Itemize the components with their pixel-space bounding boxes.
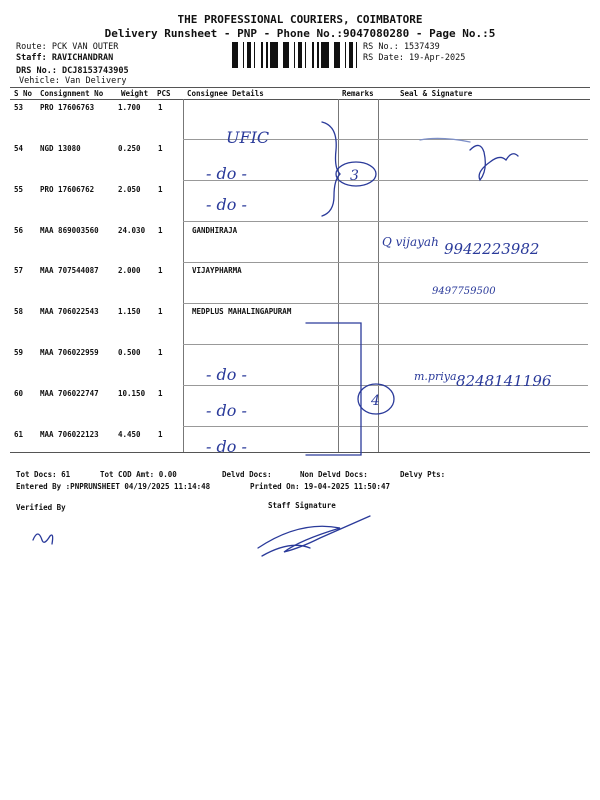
bracket-mark — [306, 323, 361, 455]
cell-consignment: NGD 13080 — [40, 144, 81, 153]
cell-sno: 55 — [14, 185, 24, 194]
col-header-remarks: Remarks — [342, 89, 374, 98]
vehicle-label: Vehicle: Van Delivery — [19, 76, 127, 86]
handwritten-ditto: - do - — [206, 365, 247, 384]
document-subtitle: Delivery Runsheet - PNP - Phone No.:9047080280 - Page No.:5 — [104, 27, 496, 40]
cell-pcs: 1 — [158, 103, 163, 112]
cell-consignment: PRO 17606762 — [40, 185, 95, 194]
handwritten-signature: m.priya — [414, 370, 457, 383]
cell-pcs: 1 — [158, 226, 163, 235]
cell-weight: 2.000 — [118, 266, 141, 275]
rs-date: RS Date: 19-Apr-2025 — [363, 53, 466, 63]
handwritten-ditto: - do - — [206, 195, 247, 214]
document-title: THE PROFESSIONAL COURIERS, COIMBATORE — [177, 13, 423, 26]
cell-sno: 54 — [14, 144, 24, 153]
cell-sno: 61 — [14, 430, 24, 439]
cell-consignment: PRO 17606763 — [40, 103, 95, 112]
col-header-consignee: Consignee Details — [187, 89, 264, 98]
total-cod-amount: Tot COD Amt: 0.00 — [100, 470, 177, 479]
cell-weight: 4.450 — [118, 430, 141, 439]
cell-weight: 1.150 — [118, 307, 141, 316]
staff-label: Staff: RAVICHANDRAN — [16, 53, 114, 63]
cell-consignment: MAA 707544087 — [40, 266, 99, 275]
handwritten-count: 4 — [371, 393, 380, 409]
printed-on: Printed On: 19-04-2025 11:50:47 — [250, 482, 390, 491]
staff-signature-label: Staff Signature — [268, 501, 336, 510]
signature-mark — [470, 145, 518, 180]
non-delivered-docs: Non Delvd Docs: — [300, 470, 368, 479]
signature-mark — [33, 534, 53, 544]
cell-consignee: GANDHIRAJA — [192, 226, 238, 235]
route-label: Route: PCK VAN OUTER — [16, 42, 119, 52]
col-header-weight: Weight — [121, 89, 149, 98]
total-docs: Tot Docs: 61 — [16, 470, 71, 479]
cell-consignment: MAA 706022747 — [40, 389, 99, 398]
cell-weight: 0.500 — [118, 348, 141, 357]
handwritten-ditto: - do - — [206, 164, 247, 183]
verified-by-label: Verified By — [16, 503, 66, 512]
col-header-pcs: PCS — [157, 89, 171, 98]
cell-sno: 53 — [14, 103, 24, 112]
cell-weight: 2.050 — [118, 185, 141, 194]
entered-by: Entered By :PNPRUNSHEET 04/19/2025 11:14:48 — [16, 482, 211, 491]
cell-consignment: MAA 869003560 — [40, 226, 99, 235]
cell-sno: 59 — [14, 348, 24, 357]
cell-pcs: 1 — [158, 266, 163, 275]
cell-consignment: MAA 706022123 — [40, 430, 99, 439]
cell-weight: 0.250 — [118, 144, 141, 153]
handwritten-phone: 8248141196 — [456, 372, 552, 390]
handwritten-count: 3 — [350, 168, 359, 184]
cell-pcs: 1 — [158, 389, 163, 398]
cell-consignment: MAA 706022959 — [40, 348, 99, 357]
handwritten-signature: Q vijayah — [382, 235, 439, 249]
cell-weight: 24.030 — [118, 226, 146, 235]
cell-sno: 57 — [14, 266, 24, 275]
cell-pcs: 1 — [158, 307, 163, 316]
delivered-docs: Delvd Docs: — [222, 470, 272, 479]
drs-number: DRS No.: DCJ8153743905 — [16, 66, 129, 76]
cell-weight: 1.700 — [118, 103, 141, 112]
cell-pcs: 1 — [158, 185, 163, 194]
col-header-consignment: Consignment No — [40, 89, 104, 98]
signature-mark — [258, 516, 370, 552]
cell-pcs: 1 — [158, 144, 163, 153]
cell-sno: 56 — [14, 226, 24, 235]
col-header-sno: S No — [14, 89, 33, 98]
cell-pcs: 1 — [158, 348, 163, 357]
cell-sno: 60 — [14, 389, 24, 398]
cell-consignee: VIJAYPHARMA — [192, 266, 242, 275]
cell-pcs: 1 — [158, 430, 163, 439]
handwritten-ufic: UFIC — [226, 128, 270, 147]
delivery-points: Delvy Pts: — [400, 470, 446, 479]
handwritten-phone: 9942223982 — [444, 240, 540, 258]
cell-weight: 10.150 — [118, 389, 146, 398]
rs-number: RS No.: 1537439 — [363, 42, 440, 52]
handwritten-ditto: - do - — [206, 401, 247, 420]
signature-mark — [420, 138, 470, 142]
col-header-seal: Seal & Signature — [400, 89, 473, 98]
handwritten-ditto: - do - — [206, 437, 247, 456]
handwritten-phone: 9497759500 — [432, 286, 496, 297]
cell-sno: 58 — [14, 307, 24, 316]
cell-consignment: MAA 706022543 — [40, 307, 99, 316]
cell-consignee: MEDPLUS MAHALINGAPURAM — [192, 307, 292, 316]
